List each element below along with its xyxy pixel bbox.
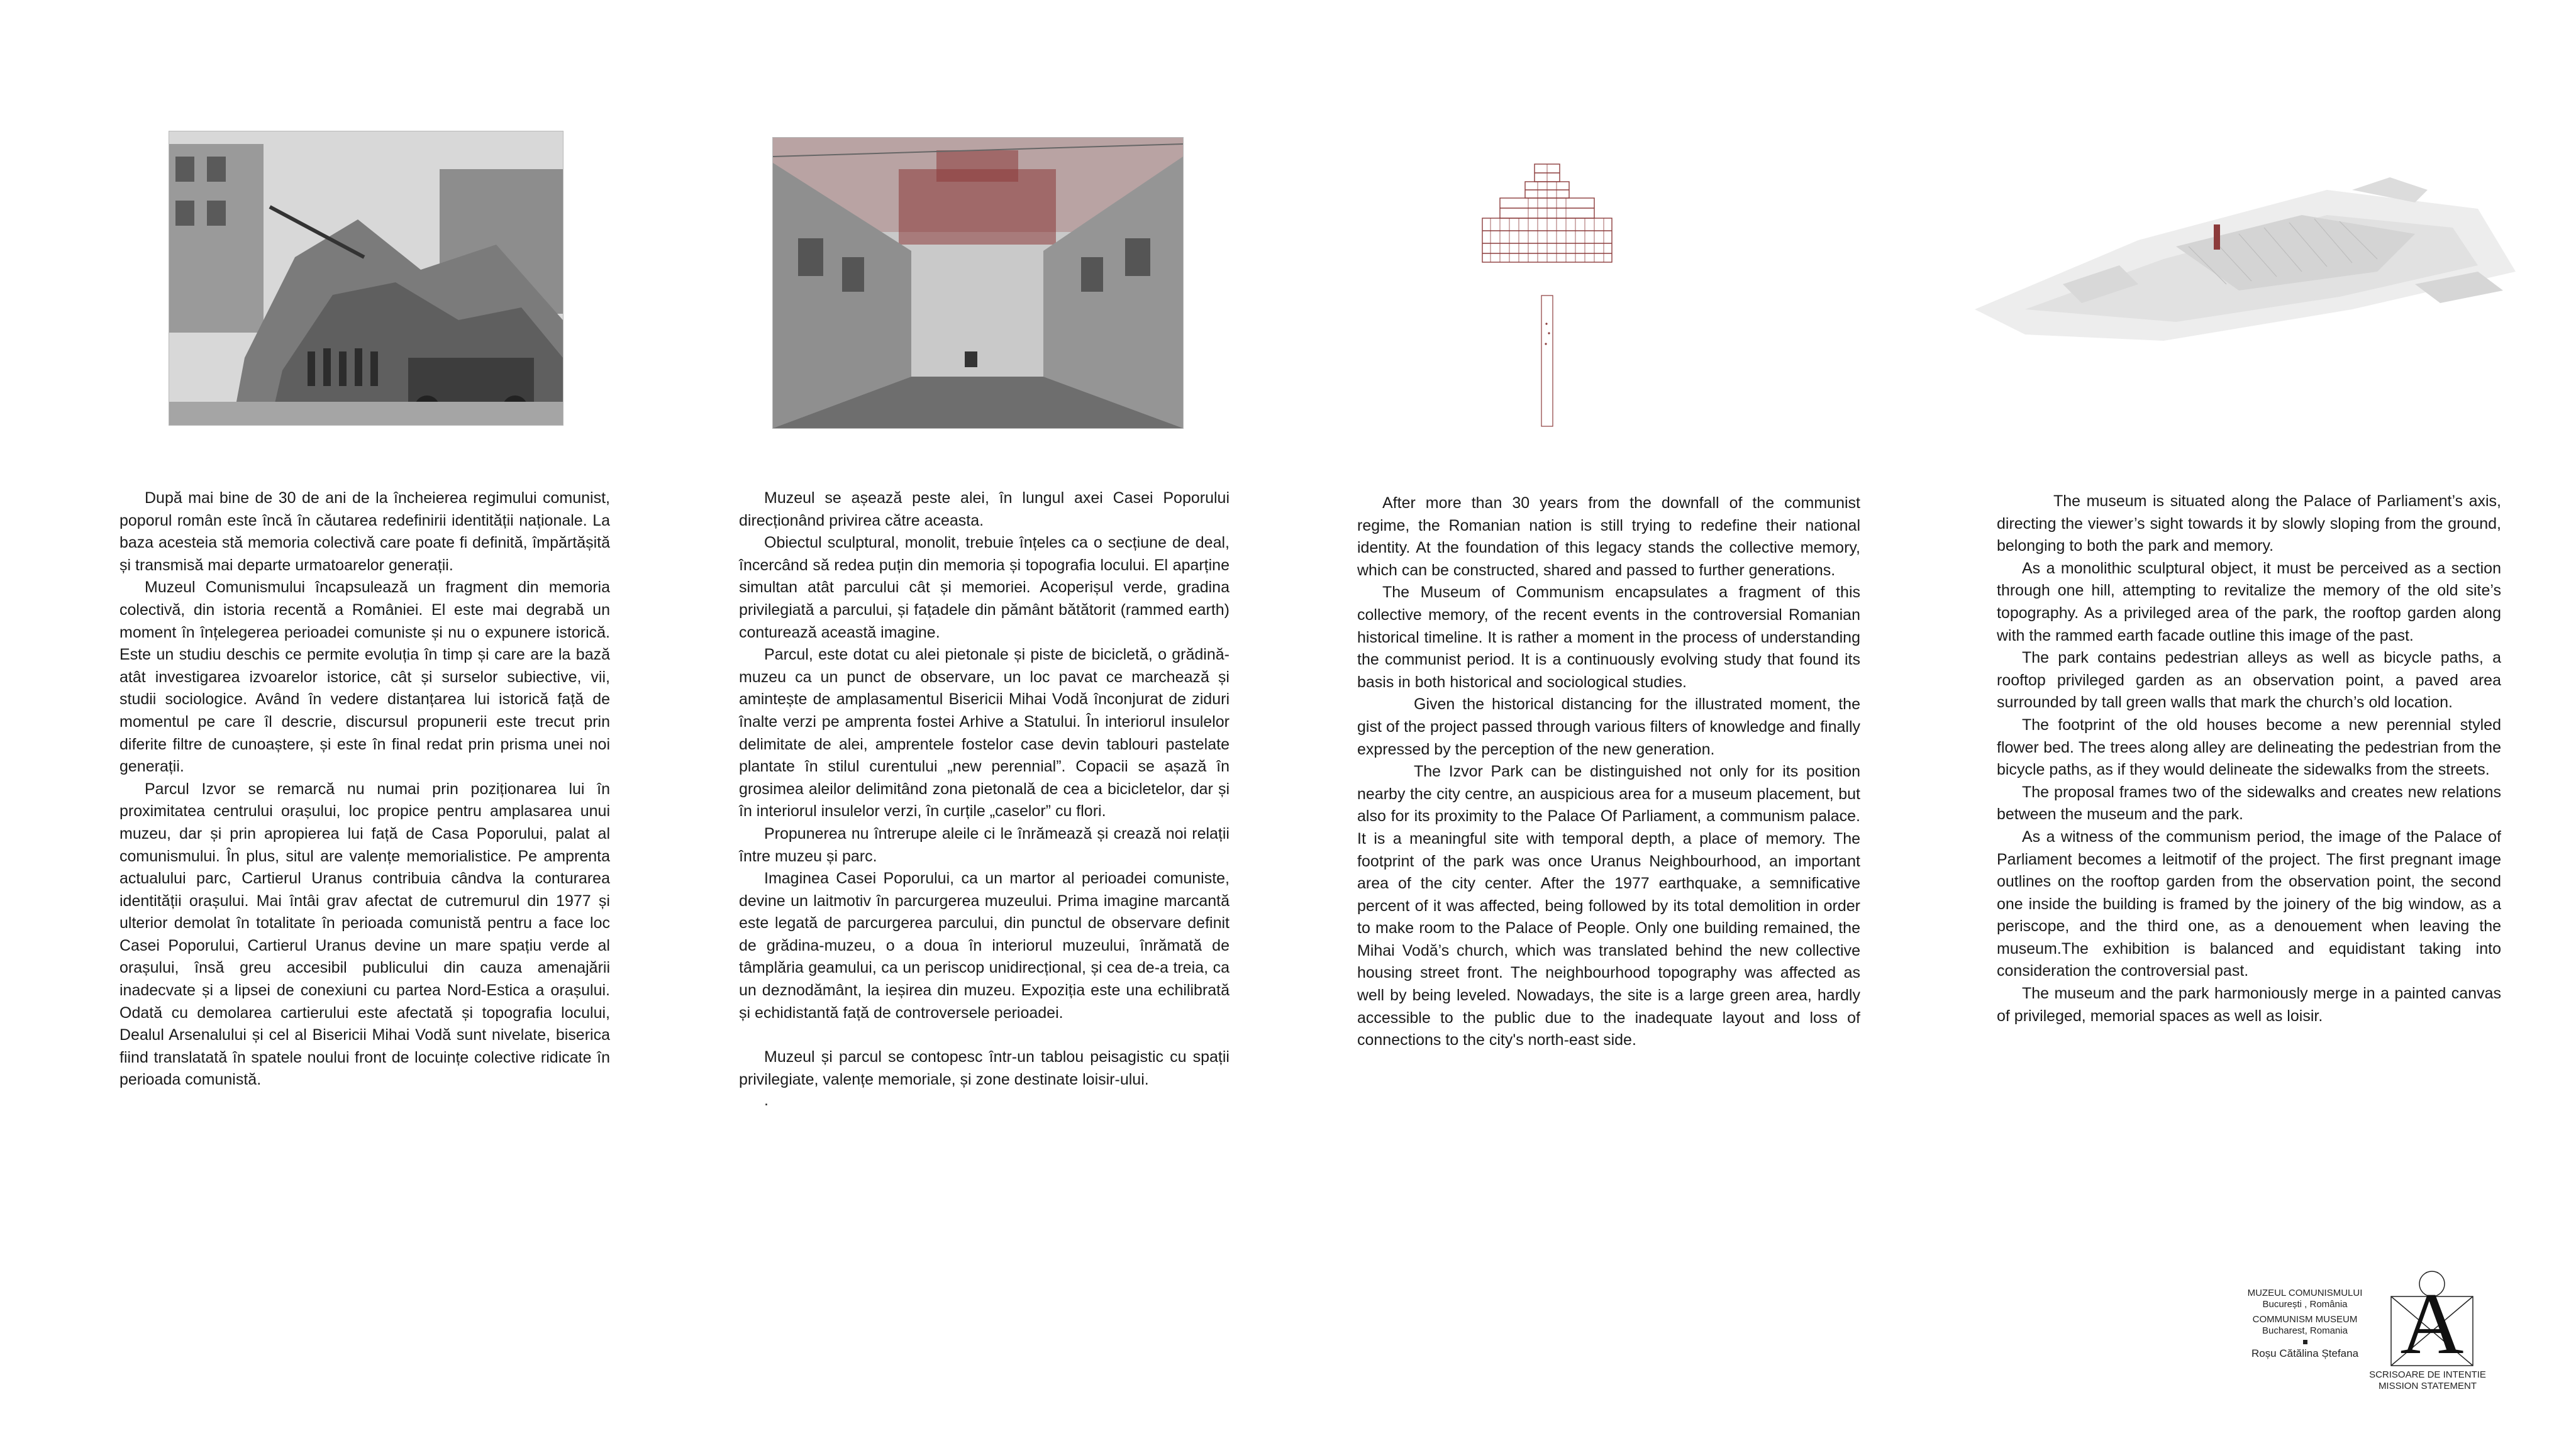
street-palace-collage (772, 137, 1184, 429)
paragraph: The footprint of the old houses become a new perennial styled flower bed. The trees along alley are delineating the pedestrian from the bicycle paths, as if they would delineate the sidewalks from the streets. (1997, 716, 2501, 779)
logo-letter: A (2400, 1275, 2464, 1373)
paragraph: Given the historical distancing for the illustrated moment, the gist of the project passed through various filters of knowledge and finally expressed by the perception of the new generation. (1357, 695, 1860, 758)
sheet-caption (2355, 1369, 2500, 1392)
column-english-1 (1357, 492, 1860, 1052)
paragraph: După mai bine de 30 de ani de la încheierea regimului comunist, poporul român este încă în căutarea redefinirii identității naționale. La baza acesteia stă memoria colectivă care poate fi definită, împărtășită și transmisă mai departe urmatoarelor generații. (119, 489, 610, 574)
paragraph: The Izvor Park can be distinguished not only for its position nearby the city centre, an auspicious area for a museum placement, but also for its proximity to the Palace Of Parliament, a communism palace. It is a meaningful site with temporal depth, a place of memory. The footprint of the park was once Uranus Neighbourhood, an important area of the city center. After the 1977 earthquake, a semnificative percent of it was affected, being followed by its total demolition in order to make room to the Palace of People. Only one building remained, the Mihai Vodă’s church, which was translated behind the new collective housing street front. The neighbourhood topography was affected as well by being leveled. Nowadays, the site is a large green area, hardly accessible to the public due to the inadequate layout and loss of connections to the city's north-east side. (1357, 763, 1860, 1049)
paragraph: As a witness of the communism period, the image of the Palace of Parliament becomes a leitmotif of the project. The first pregnant image outlines on the rooftop garden from the observation point, the second one inside the building is framed by the joinery of the big window, as a periscope, and the third one, as a denouement when leaving the museum.The exhibition is balanced and equidistant taking into consideration the controversial past. (1997, 827, 2501, 980)
demolition-photo (169, 131, 564, 426)
paragraph: Muzeul se așează peste alei, în lungul axei Casei Poporului direcționând privirea către aceasta. (739, 489, 1230, 529)
palace-elevation-drawing (1481, 160, 1613, 428)
paragraph: . (764, 1092, 769, 1110)
paragraph: The museum and the park harmoniously merge in a painted canvas of privileged, memorial spaces as well as loisir. (1997, 985, 2501, 1025)
paragraph: Obiectul sculptural, monolit, trebuie înțeles ca o secțiune de deal, încercând să redea puțin din memoria și topografia locului. El aparține simultan atât parcului cât și memoriei. Acoperișul verde, gradina privilegiată a parcului, și fațadele din pământ bătătorit (rammed earth) conturează această imagine. (739, 534, 1230, 641)
location-ro: București , România (2262, 1299, 2348, 1310)
location-en: Bucharest, Romania (2262, 1325, 2348, 1336)
author-name: Roșu Cătălina Ștefana (2251, 1347, 2359, 1359)
column-romanian-1 (119, 487, 610, 1092)
caption-en: MISSION STATEMENT (2378, 1381, 2477, 1391)
paragraph: Parcul Izvor se remarcă nu numai prin poziționarea lui în proximitatea centrului orașului, loc propice pentru amplasarea unui muzeu, dar și prin apropierea lui față de Casa Poporului, palat al comunismului. În plus, situl are valențe memorialistice. Pe amprenta actualului parc, Cartierul Uranus contribuia cândva la conturarea identității orașului. Mai întâi grav afectat de cutremurul din 1977 și ulterior demolat în totalitate în perioada comunistă pentru a face loc Casei Poporului, Cartierul Uranus devine un mare spațiu verde al orașului, însă greu accesibil publicului din cauza amenajării inadecvate și a lipsei de conexiuni cu partea Nord-Estica a orașului. Odată cu demolarea cartierului este afectată și topografia locului, Dealul Arsenalului și cel al Bisericii Mihai Vodă sunt nivelate, biserica fiind translatată în spatele noului front de locuințe colective ridicate în perioada comunistă. (119, 780, 610, 1089)
paragraph: Parcul, este dotat cu alei pietonale și piste de bicicletă, o grădină-muzeu ca un punct de observare, un loc pavat ce marchează și amintește de amplasamentul Bisericii Mihai Vodă înconjurat de ziduri înalte verzi pe amprenta fostei Arhive a Statului. În interiorul insulelor delimitate de alei, amprentele fostelor case devin tablouri pastelate plantate în stilul curentului „new perennial”. Copacii se așază în grosimea aleilor delimitând zona pietonală de cea a bicicletelor, dar și în interiorul insulelor verzi, în curțile „caselor” cu flori. (739, 646, 1230, 821)
paragraph: Imaginea Casei Poporului, ca un martor al perioadei comuniste, devine un laitmotiv în parcurgerea muzeului. Prima imagine marcantă este legată de parcurgerea parcului, din punctul de observare definit de grădina-muzeu, o a doua în interiorul muzeului, înrămată de tâmplăria geamului, ca un periscop unidirecțional, și cea de-a treia, ca un deznodământ, la ieșirea din muzeu. Expoziția este una echilibrată și echidistantă față de controversele perioadei. (739, 870, 1230, 1022)
paragraph: The proposal frames two of the sidewalks and creates new relations between the museum and the park. (1997, 783, 2501, 824)
project-title-en: COMMUNISM MUSEUM (2252, 1314, 2358, 1325)
logo (2372, 1269, 2492, 1373)
paragraph: As a monolithic sculptural object, it must be perceived as a section through one hill, attempting to revitalize the memory of the old site’s topography. As a privileged area of the park, the rooftop garden along with the rammed earth facade outline this image of the past. (1997, 559, 2501, 644)
column-romanian-2 (739, 487, 1230, 1112)
project-title-ro: MUZEUL COMUNISMULUI (2247, 1288, 2363, 1298)
site-model-render (1975, 165, 2516, 347)
caption-ro: SCRISOARE DE INTENTIE (2369, 1369, 2486, 1380)
title-block (2239, 1288, 2371, 1359)
paragraph: Muzeul și parcul se contopesc într-un tablou peisagistic cu spații privilegiate, valențe memoriale, și zone destinate loisir-ului. (739, 1048, 1230, 1088)
paragraph: The Museum of Communism encapsulates a fragment of this collective memory, of the recent events in the controversial Romanian historical timeline. It is rather a moment in the process of understanding the communist period. It is a continuously evolving study that found its basis in both historical and sociological studies. (1357, 583, 1860, 691)
bullet-icon (2303, 1340, 2307, 1344)
column-english-2 (1997, 490, 2501, 1027)
paragraph: The park contains pedestrian alleys as well as bicycle paths, a rooftop privileged garden as an observation point, a paved area surrounded by tall green walls that mark the church’s old location. (1997, 649, 2501, 712)
paragraph: The museum is situated along the Palace of Parliament’s axis, directing the viewer’s sight towards it by slowly sloping from the ground, belonging to both the park and memory. (1997, 492, 2501, 555)
paragraph: Muzeul Comunismului încapsulează un fragment din memoria colectivă, din istoria recentă a României. El este mai degrabă un moment în înțelegerea perioadei comuniste și nu o expunere istorică. Este un studiu deschis ce permite evoluția în timp și care are la bază atât investigarea izvoarelor istorice, cât și surselor subiective, vii, studii sociologice. Având în vedere distanțarea lui istorică față de momentul pe care îl descrie, discursul propunerii este trecut prin diferite filtre de cunoaștere, și este în final redat prin prisma unei noi generații. (119, 578, 610, 776)
paragraph: After more than 30 years from the downfall of the communist regime, the Romanian nation is still trying to redefine their national identity. At the foundation of this legacy stands the collective memory, which can be constructed, shared and passed to further generations. (1357, 494, 1860, 579)
paragraph: Propunerea nu întrerupe aleile ci le înrămează și crează noi relații între muzeu și parc. (739, 824, 1230, 865)
